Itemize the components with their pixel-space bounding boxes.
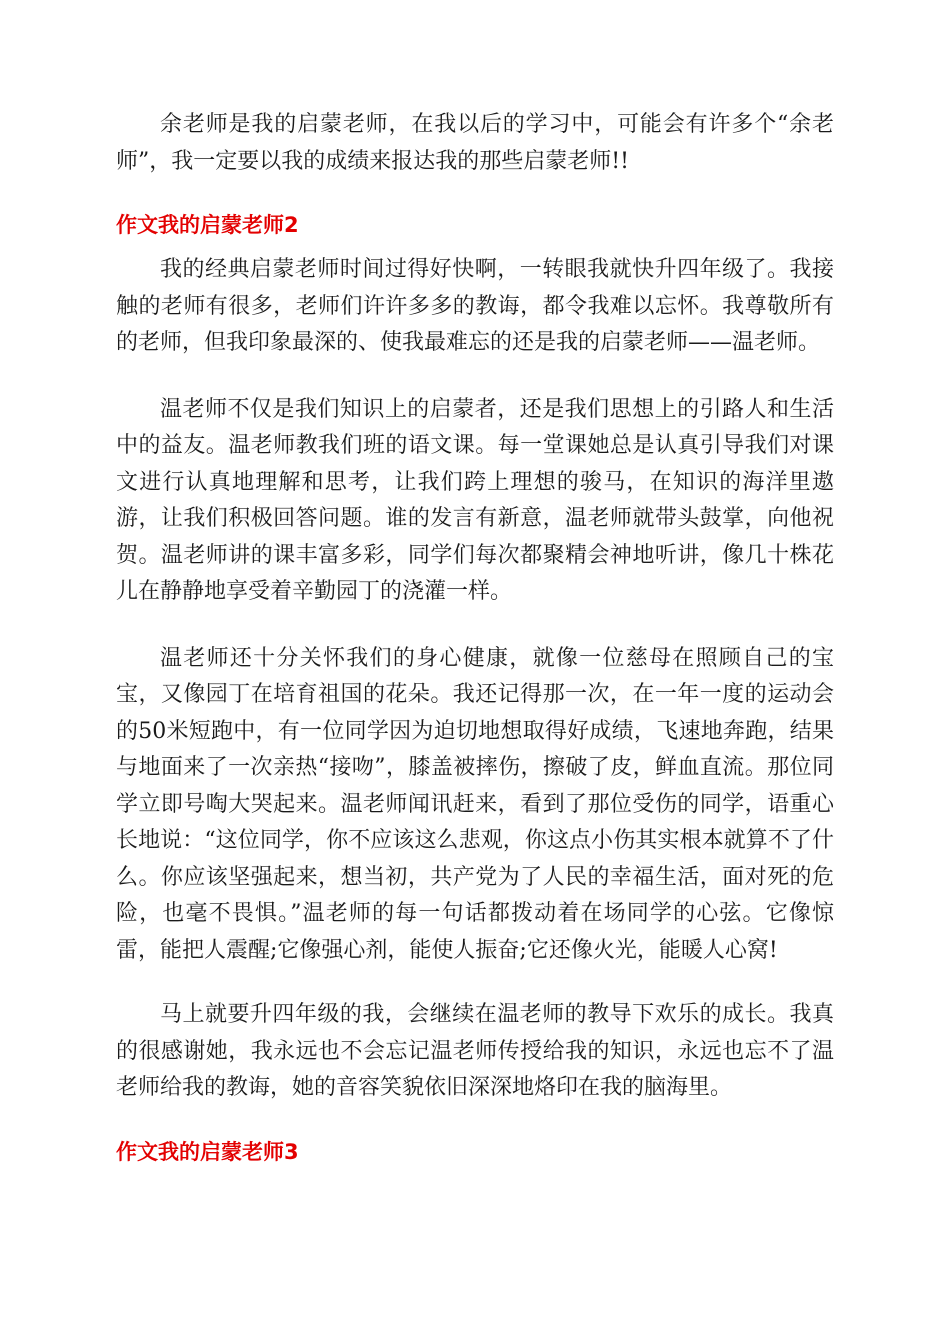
paragraph-closing-yu: 余老师是我的启蒙老师，在我以后的学习中，可能会有许多个“余老师”，我一定要以我的成绩来报达我的那些启蒙老师!! [116, 112, 834, 174]
paragraph-gratitude: 马上就要升四年级的我，会继续在温老师的教导下欢乐的成长。我真的很感谢她，我永远也不会忘记温老师传授给我的知识，永远也忘不了温老师给我的教诲，她的音容笑貌依旧深深地烙印在我的脑海里。 [116, 1002, 834, 1100]
paragraph-intro-wen: 我的经典启蒙老师时间过得好快啊，一转眼我就快升四年级了。我接触的老师有很多，老师们许许多多的教诲，都令我难以忘怀。我尊敬所有的老师，但我印象最深的、使我最难忘的还是我的启蒙老师——温老师。 [116, 257, 834, 355]
paragraph-teaching: 温老师不仅是我们知识上的启蒙者，还是我们思想上的引路人和生活中的益友。温老师教我们班的语文课。每一堂课她总是认真引导我们对课文进行认真地理解和思考，让我们跨上理想的骏马，在知识的海洋里遨游，让我们积极回答问题。谁的发言有新意，温老师就带头鼓掌，向他祝贺。温老师讲的课丰富多彩，同学们每次都聚精会神地听讲，像几十株花儿在静静地享受着辛勤园丁的浇灌一样。 [116, 396, 834, 604]
section-heading-2: 作文我的启蒙老师2 [116, 213, 299, 237]
section-heading-3: 作文我的启蒙老师3 [116, 1139, 299, 1164]
paragraph-care: 温老师还十分关怀我们的身心健康，就像一位慈母在照顾自己的宝宝，又像园丁在培育祖国的花朵。我还记得那一次，在一年一度的运动会的50米短跑中，有一位同学因为迫切地想取得好成绩，飞速地奔跑，结果与地面来了一次亲热“接吻”，膝盖被摔伤，擦破了皮，鲜血直流。那位同学立即号啕大哭起来。温老师闻讯赶来，看到了那位受伤的同学，语重心长地说：“这位同学，你不应该这么悲观，你这点小伤其实根本就算不了什么。你应该坚强起来，想当初，共产党为了人民的幸福生活，面对死的危险，也毫不畏惧。”温老师的每一句话都拨动着在场同学的心弦。它像惊雷，能把人震醒;它像强心剂，能使人振奋;它还像火光，能暖人心窝! [116, 645, 834, 963]
